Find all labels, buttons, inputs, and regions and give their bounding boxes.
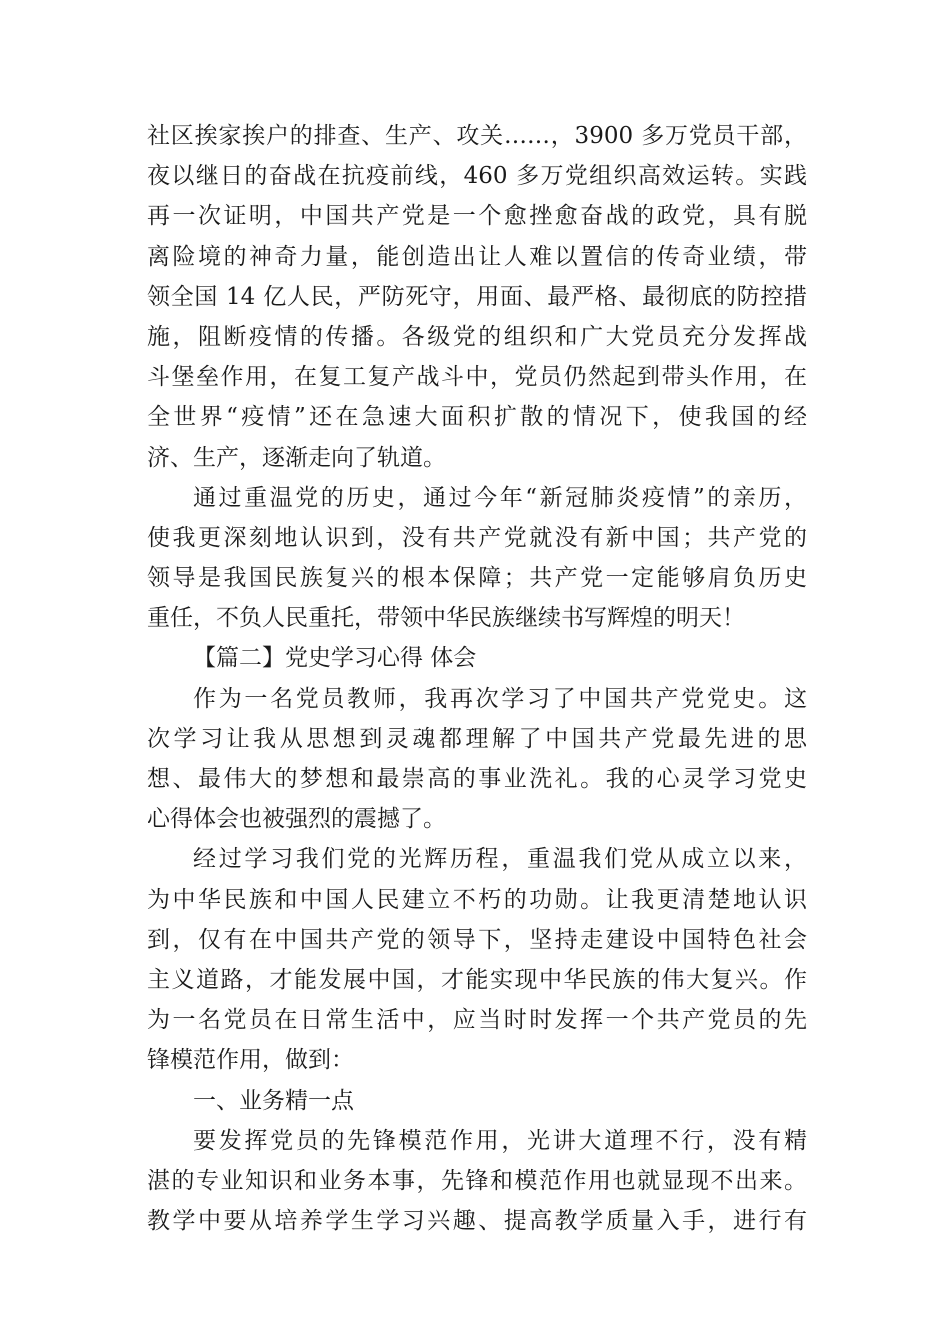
text-line: 心得体会也被强烈的震撼了。 <box>147 806 446 833</box>
text-line: 夜以继日的奋战在抗疫前线，460 多万党组织高效运转。实践 <box>147 163 807 190</box>
text-line: 主义道路，才能发展中国，才能实现中华民族的伟大复兴。作 <box>147 966 807 993</box>
paragraph-start-line: 作为一名党员教师，我再次学习了中国共产党党史。这 <box>193 685 807 712</box>
text-line: 为中华民族和中国人民建立不朽的功勋。让我更清楚地认识 <box>147 886 807 913</box>
text-line: 使我更深刻地认识到，没有共产党就没有新中国；共产党的 <box>147 524 807 551</box>
text-line: 领全国 14 亿人民，严防死守，用面、最严格、最彻底的防控措 <box>147 283 807 310</box>
text-line: 社区挨家挨户的排查、生产、攻关……，3900 多万党员干部， <box>147 123 807 149</box>
text-line: 领导是我国民族复兴的根本保障；共产党一定能够肩负历史 <box>147 565 807 592</box>
text-line: 重任，不负人民重托，带领中华民族继续书写辉煌的明天！ <box>147 605 745 632</box>
text-line: 想、最伟大的梦想和最崇高的事业洗礼。我的心灵学习党史 <box>147 766 807 792</box>
text-line: 到，仅有在中国共产党的领导下，坚持走建设中国特色社会 <box>147 926 807 953</box>
text-line: 斗堡垒作用，在复工复产战斗中，党员仍然起到带头作用，在 <box>147 364 807 391</box>
text-line: 济、生产，逐渐走向了轨道。 <box>147 444 446 471</box>
text-line: 再一次证明，中国共产党是一个愈挫愈奋战的政党，具有脱 <box>147 203 807 230</box>
text-line: 为一名党员在日常生活中，应当时时发挥一个共产党员的先 <box>147 1007 807 1034</box>
paragraph-start-line: 通过重温党的历史，通过今年“新冠肺炎疫情”的亲历， <box>193 484 807 511</box>
text-line: 次学习让我从思想到灵魂都理解了中国共产党最先进的思 <box>147 725 807 752</box>
paragraph-start-line: 要发挥党员的先锋模范作用，光讲大道理不行，没有精 <box>193 1127 807 1154</box>
text-line: 湛的专业知识和业务本事，先锋和模范作用也就显现不出来。 <box>147 1167 807 1194</box>
paragraph-start-line: 经过学习我们党的光辉历程，重温我们党从成立以来， <box>193 846 807 873</box>
text-line: 离险境的神奇力量，能创造出让人难以置信的传奇业绩，带 <box>147 243 807 270</box>
text-line: 教学中要从培养学生学习兴趣、提高教学质量入手，进行有 <box>147 1208 807 1235</box>
text-line: 锋模范作用，做到： <box>147 1047 354 1074</box>
subsection-heading: 一、业务精一点 <box>193 1087 354 1114</box>
section-heading: 【篇二】党史学习心得 体会 <box>193 645 477 672</box>
document-body <box>147 116 807 1241</box>
text-line: 全世界“疫情”还在急速大面积扩散的情况下，使我国的经 <box>147 404 807 431</box>
text-line: 施，阻断疫情的传播。各级党的组织和广大党员充分发挥战 <box>147 323 807 350</box>
